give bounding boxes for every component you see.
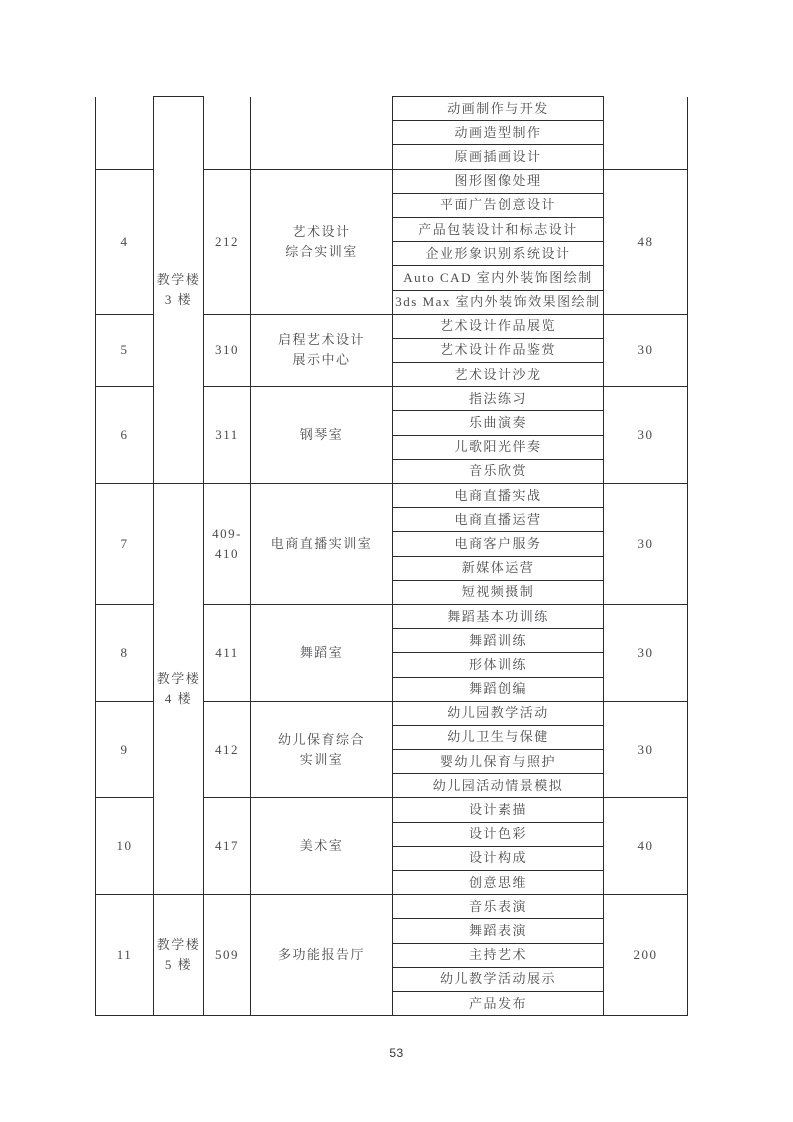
cell-line: 30 — [637, 427, 654, 443]
activity-cell — [393, 145, 604, 169]
cell-line: 设计色彩 — [468, 826, 527, 842]
cell-line: 指法练习 — [468, 390, 527, 406]
room-name-cell — [251, 484, 393, 605]
cell-line: 电商直播实战 — [454, 487, 542, 503]
capacity-cell — [604, 97, 688, 170]
activity-cell — [393, 459, 604, 483]
table-row — [96, 895, 688, 919]
activity-cell — [393, 991, 604, 1015]
cell-line: 美术室 — [299, 838, 344, 854]
cell-line: 形体训练 — [468, 656, 527, 672]
page-number: 53 — [389, 1046, 404, 1060]
cell-line: 410 — [215, 545, 239, 561]
cell-line: 儿歌阳光伴奏 — [454, 439, 542, 455]
capacity-cell — [604, 387, 688, 484]
cell-line: 6 — [120, 427, 129, 443]
activity-cell — [393, 387, 604, 411]
cell-line: 产品包装设计和标志设计 — [418, 221, 578, 237]
activity-cell — [393, 798, 604, 822]
cell-line: 启程艺术设计 — [277, 332, 365, 348]
capacity-cell — [604, 701, 688, 798]
room-name-cell — [251, 798, 393, 895]
activity-cell — [393, 193, 604, 217]
activity-cell — [393, 967, 604, 991]
activity-cell — [393, 484, 604, 508]
cell-line: 新媒体运营 — [461, 560, 535, 576]
row-number-cell — [96, 97, 154, 170]
cell-line: 教学楼 — [156, 937, 201, 953]
cell-line: 舞蹈表演 — [468, 922, 527, 938]
room-number-cell — [204, 895, 251, 1016]
room-name-cell — [251, 97, 393, 170]
cell-line: 幼儿卫生与保健 — [447, 729, 549, 745]
cell-line: 30 — [637, 535, 654, 551]
cell-line: 电商客户服务 — [454, 535, 542, 551]
cell-line: 30 — [637, 342, 654, 358]
cell-line: 创意思维 — [468, 874, 527, 890]
room-number-cell — [204, 97, 251, 170]
cell-line: 411 — [215, 644, 239, 660]
activity-cell — [393, 725, 604, 749]
activity-cell — [393, 580, 604, 604]
cell-line: 3 楼 — [164, 292, 193, 307]
cell-line: 7 — [120, 535, 129, 551]
activity-cell — [393, 97, 604, 121]
cell-line: 音乐表演 — [468, 898, 527, 914]
cell-line: 幼儿教学活动展示 — [439, 971, 556, 987]
room-number-cell — [204, 701, 251, 798]
cell-line: 10 — [116, 838, 133, 854]
activity-cell — [393, 846, 604, 870]
activity-cell — [393, 822, 604, 846]
row-number-cell — [96, 314, 154, 387]
capacity-cell — [604, 604, 688, 701]
room-number-cell — [204, 484, 251, 605]
building-cell — [154, 97, 204, 484]
activity-cell — [393, 435, 604, 459]
cell-line: 多功能报告厅 — [277, 947, 365, 963]
cell-line: 婴幼儿保育与照护 — [439, 753, 556, 769]
capacity-cell — [604, 484, 688, 605]
cell-line: 幼儿园教学活动 — [447, 705, 549, 721]
cell-line: 音乐欣赏 — [468, 463, 527, 479]
cell-line: 30 — [637, 741, 654, 757]
room-name-cell — [251, 169, 393, 314]
activity-cell — [393, 290, 604, 314]
cell-line: 417 — [215, 838, 239, 854]
cell-line: 200 — [633, 947, 658, 963]
activity-cell — [393, 242, 604, 266]
cell-line: 平面广告创意设计 — [439, 197, 556, 213]
activity-cell — [393, 750, 604, 774]
cell-line: 8 — [120, 644, 129, 660]
cell-line: 3ds Max 室内外装饰效果图绘制 — [395, 294, 601, 310]
cell-line: 幼儿园活动情景模拟 — [432, 777, 564, 793]
activity-cell — [393, 266, 604, 290]
room-name-cell — [251, 314, 393, 387]
cell-line: 310 — [215, 342, 239, 358]
activity-cell — [393, 363, 604, 387]
table-row — [96, 484, 688, 508]
room-number-cell — [204, 169, 251, 314]
cell-line: 9 — [120, 741, 129, 757]
room-name-cell — [251, 387, 393, 484]
cell-line: 311 — [215, 427, 239, 443]
activity-cell — [393, 508, 604, 532]
activity-cell — [393, 677, 604, 701]
row-number-cell — [96, 895, 154, 1016]
cell-line: 设计构成 — [468, 850, 527, 866]
room-name-cell — [251, 701, 393, 798]
cell-line: 艺术设计作品鉴赏 — [439, 342, 556, 358]
room-name-cell — [251, 895, 393, 1016]
activity-cell — [393, 532, 604, 556]
rooms-table-body — [96, 97, 688, 1016]
cell-line: 412 — [215, 741, 239, 757]
cell-line: 教学楼 — [156, 272, 201, 287]
row-number-cell — [96, 604, 154, 701]
cell-line: 48 — [637, 233, 654, 249]
cell-line: 设计素描 — [468, 802, 527, 818]
room-name-cell — [251, 604, 393, 701]
activity-cell — [393, 629, 604, 653]
capacity-cell — [604, 314, 688, 387]
activity-cell — [393, 701, 604, 725]
cell-line: 展示中心 — [292, 352, 351, 368]
cell-line: 212 — [215, 233, 239, 249]
cell-line: 主持艺术 — [468, 947, 527, 963]
capacity-cell — [604, 169, 688, 314]
cell-line: 舞蹈室 — [299, 644, 344, 660]
row-number-cell — [96, 387, 154, 484]
cell-line: 动画造型制作 — [454, 124, 542, 140]
activity-cell — [393, 895, 604, 919]
cell-line: 钢琴室 — [299, 427, 344, 443]
cell-line: 原画插画设计 — [454, 148, 542, 164]
room-number-cell — [204, 798, 251, 895]
activity-cell — [393, 217, 604, 241]
cell-line: 11 — [116, 947, 133, 963]
activity-cell — [393, 774, 604, 798]
cell-line: 409- — [212, 525, 242, 541]
activity-cell — [393, 943, 604, 967]
cell-line: 幼儿保育综合 — [277, 731, 365, 747]
cell-line: 实训室 — [299, 751, 344, 767]
activity-cell — [393, 556, 604, 580]
activity-cell — [393, 411, 604, 435]
cell-line: 电商直播运营 — [454, 511, 542, 527]
cell-line: 5 — [120, 342, 129, 358]
row-number-cell — [96, 701, 154, 798]
cell-line: 舞蹈基本功训练 — [447, 608, 549, 624]
activity-cell — [393, 653, 604, 677]
cell-line: 动画制作与开发 — [447, 100, 549, 116]
activity-cell — [393, 169, 604, 193]
cell-line: 舞蹈训练 — [468, 632, 527, 648]
cell-line: 艺术设计作品展览 — [439, 318, 556, 334]
cell-line: 40 — [637, 838, 654, 854]
rooms-table — [95, 96, 688, 1016]
activity-cell — [393, 314, 604, 338]
building-cell — [154, 484, 204, 895]
activity-cell — [393, 121, 604, 145]
cell-line: 产品发布 — [468, 995, 527, 1011]
room-number-cell — [204, 387, 251, 484]
cell-line: 教学楼 — [156, 671, 201, 687]
cell-line: 企业形象识别系统设计 — [425, 245, 571, 261]
capacity-cell — [604, 895, 688, 1016]
activity-cell — [393, 871, 604, 895]
row-number-cell — [96, 798, 154, 895]
building-cell — [154, 895, 204, 1016]
room-number-cell — [204, 314, 251, 387]
activity-cell — [393, 338, 604, 362]
cell-line: 乐曲演奏 — [468, 415, 527, 431]
activity-cell — [393, 919, 604, 943]
cell-line: 图形图像处理 — [454, 173, 542, 189]
cell-line: 短视频摄制 — [461, 584, 535, 600]
cell-line: 电商直播实训室 — [270, 535, 373, 551]
cell-line: Auto CAD 室内外装饰图绘制 — [403, 269, 593, 285]
cell-line: 艺术设计沙龙 — [454, 366, 542, 382]
cell-line: 综合实训室 — [285, 243, 358, 259]
cell-line: 4 — [120, 233, 129, 249]
cell-line: 4 楼 — [164, 691, 193, 707]
activity-cell — [393, 604, 604, 628]
cell-line: 艺术设计 — [292, 223, 351, 239]
cell-line: 30 — [637, 644, 654, 660]
cell-line: 5 楼 — [164, 957, 193, 973]
room-number-cell — [204, 604, 251, 701]
table-row — [96, 97, 688, 121]
row-number-cell — [96, 484, 154, 605]
cell-line: 舞蹈创编 — [468, 681, 527, 697]
cell-line: 509 — [215, 947, 239, 963]
row-number-cell — [96, 169, 154, 314]
capacity-cell — [604, 798, 688, 895]
